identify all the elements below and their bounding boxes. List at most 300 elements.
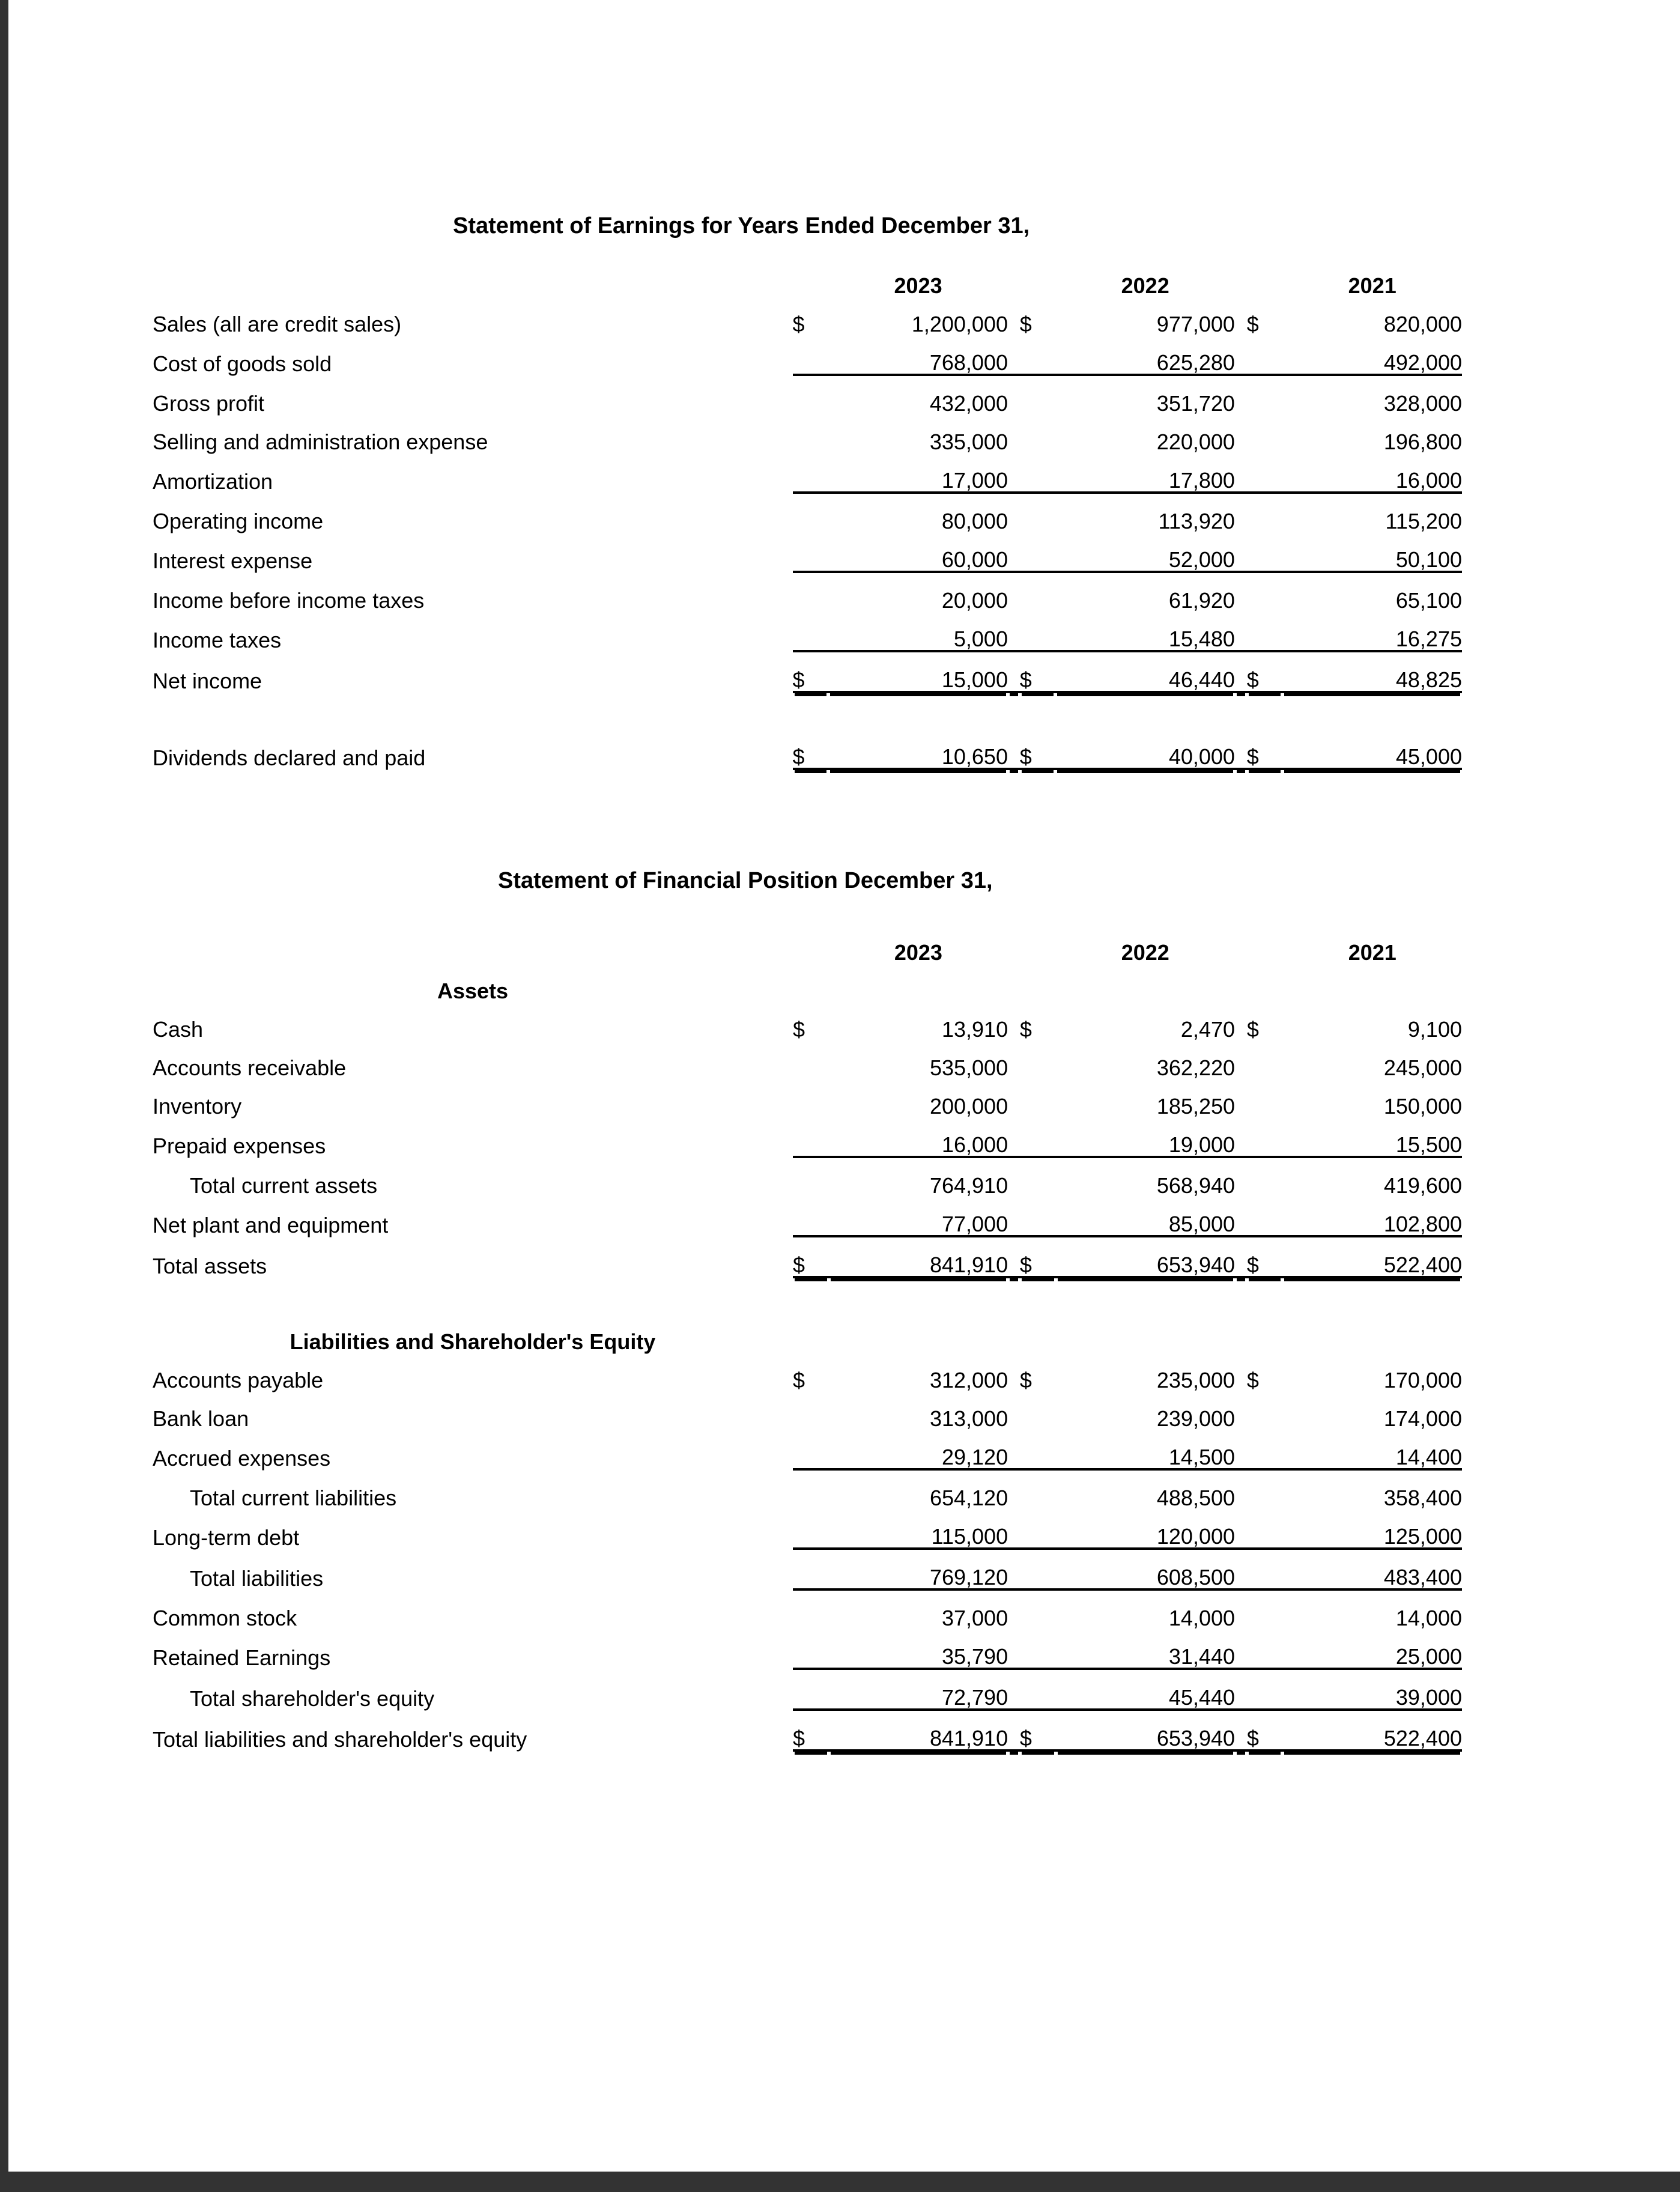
amount-cell: 60,000 [828, 532, 1008, 572]
column-gap [1235, 729, 1247, 769]
currency-symbol-cell [1247, 335, 1283, 375]
currency-symbol-cell: $ [1019, 1368, 1032, 1392]
table-row [153, 1509, 1462, 1549]
amount-cell: 20,000 [941, 588, 1008, 613]
header-currency-spacer [793, 925, 829, 964]
table-row [153, 414, 1462, 453]
currency-symbol-cell [1020, 1589, 1056, 1629]
column-gap [1235, 493, 1247, 532]
amount-cell: 358,400 [1383, 1486, 1462, 1510]
currency-symbol-cell [1020, 1669, 1056, 1710]
amount-cell: 312,000 [929, 1368, 1008, 1392]
column-gap [1008, 1197, 1020, 1236]
table-row [153, 1236, 1462, 1277]
amount-cell: 14,500 [1056, 1430, 1235, 1469]
table-row [153, 1197, 1462, 1236]
section-heading-spacer [1235, 1314, 1247, 1353]
currency-symbol-cell [1247, 612, 1283, 651]
table-row [153, 1549, 1462, 1589]
document-page [8, 0, 1680, 2172]
column-gap [1008, 729, 1020, 769]
amount-cell: 15,480 [1055, 612, 1235, 651]
amount-cell: 16,000 [1282, 453, 1462, 493]
table-row [153, 1469, 1462, 1509]
spacer-row [153, 692, 1462, 729]
section-heading-spacer [1247, 1314, 1283, 1353]
currency-symbol-cell [793, 375, 829, 414]
column-gap [1235, 1469, 1247, 1509]
amount-cell: 328,000 [1383, 391, 1462, 416]
table-row [153, 1002, 1462, 1040]
amount-cell: 10,650 [828, 729, 1008, 769]
amount-cell: 977,000 [1156, 312, 1235, 336]
amount-cell: 15,000 [828, 651, 1008, 692]
column-header-year-2023: 2023 [894, 273, 942, 298]
column-gap [1235, 1669, 1247, 1710]
amount-cell: 115,200 [1385, 509, 1462, 533]
amount-cell: 14,400 [1282, 1430, 1462, 1469]
column-gap [1008, 1117, 1020, 1157]
column-gap [1008, 1629, 1020, 1669]
currency-symbol-cell [1020, 1509, 1056, 1549]
column-gap [1008, 1079, 1020, 1117]
table-row [153, 1669, 1462, 1710]
column-gap [1235, 414, 1247, 453]
currency-symbol-cell [1247, 493, 1283, 532]
currency-symbol-cell [1247, 375, 1283, 414]
amount-cell: 764,910 [929, 1173, 1008, 1198]
currency-symbol-cell: $ [1247, 1710, 1283, 1750]
amount-cell: 39,000 [1282, 1669, 1462, 1710]
currency-symbol-cell [1247, 1469, 1283, 1509]
table-row [153, 1589, 1462, 1629]
amount-cell: 608,500 [1056, 1549, 1235, 1589]
row-label: Prepaid expenses [153, 1134, 326, 1158]
column-gap [1008, 335, 1020, 375]
amount-cell: 120,000 [1056, 1509, 1235, 1549]
amount-cell: 235,000 [1156, 1368, 1236, 1392]
amount-cell: 170,000 [1383, 1368, 1462, 1392]
currency-symbol-cell: $ [1246, 312, 1259, 336]
amount-cell: 335,000 [929, 430, 1008, 454]
column-header-year-2021: 2021 [1348, 940, 1396, 965]
amount-cell: 48,825 [1282, 651, 1462, 692]
amount-cell: 841,910 [829, 1236, 1008, 1277]
section-heading-row [153, 964, 1462, 1002]
amount-cell: 80,000 [941, 509, 1008, 533]
row-label: Retained Earnings [153, 1645, 331, 1670]
header-spacer [153, 925, 793, 964]
amount-cell: 5,000 [828, 612, 1008, 651]
column-gap [1008, 651, 1020, 692]
table-row [153, 375, 1462, 414]
currency-symbol-cell: $ [793, 651, 829, 692]
amount-cell: 52,000 [1055, 532, 1235, 572]
row-label: Dividends declared and paid [153, 745, 426, 770]
earnings-statement-title: Statement of Earnings for Years Ended December 31, [453, 213, 1030, 238]
column-gap [1008, 1549, 1020, 1589]
column-gap [1235, 1002, 1247, 1040]
column-gap [1008, 1353, 1020, 1391]
column-gap [1235, 1079, 1247, 1117]
table-row [153, 1117, 1462, 1157]
currency-symbol-cell [1247, 1157, 1283, 1197]
currency-symbol-cell [1020, 1629, 1056, 1669]
currency-symbol-cell: $ [793, 729, 829, 769]
currency-symbol-cell: $ [1020, 729, 1056, 769]
row-label: Sales (all are credit sales) [153, 312, 402, 336]
amount-cell: 25,000 [1282, 1629, 1462, 1669]
amount-cell: 820,000 [1383, 312, 1462, 336]
row-label: Income taxes [153, 628, 282, 652]
currency-symbol-cell [1020, 1469, 1056, 1509]
section-heading: Assets [437, 979, 509, 1003]
table-row [153, 532, 1462, 572]
currency-symbol-cell [1247, 1549, 1283, 1589]
amount-cell: 77,000 [829, 1197, 1008, 1236]
column-gap [1235, 1549, 1247, 1589]
column-gap [1235, 651, 1247, 692]
table-row [153, 335, 1462, 375]
amount-cell: 37,000 [941, 1606, 1008, 1630]
column-gap [1008, 493, 1020, 532]
column-gap [1235, 1117, 1247, 1157]
amount-cell: 40,000 [1055, 729, 1235, 769]
row-label: Amortization [153, 469, 273, 494]
currency-symbol-cell [1247, 1509, 1283, 1549]
row-label: Net income [153, 669, 262, 693]
amount-cell: 654,120 [929, 1486, 1008, 1510]
amount-cell: 568,940 [1156, 1173, 1236, 1198]
column-header-year-2021: 2021 [1348, 273, 1396, 298]
column-gap [1235, 1430, 1247, 1469]
earnings-statement-table [153, 258, 1462, 770]
section-heading-spacer [1056, 1314, 1235, 1353]
column-gap [1235, 297, 1247, 335]
currency-symbol-cell [1020, 532, 1056, 572]
column-header-year-2023: 2023 [894, 940, 942, 965]
table-row [153, 612, 1462, 651]
table-row [153, 1079, 1462, 1117]
section-heading-spacer [1056, 964, 1235, 1002]
section-heading-spacer [1008, 964, 1020, 1002]
column-gap [1008, 1589, 1020, 1629]
section-heading-spacer [1008, 1314, 1020, 1353]
year-header-row [153, 925, 1462, 964]
currency-symbol-cell [1020, 375, 1056, 414]
header-currency-spacer [793, 258, 829, 297]
currency-symbol-cell: $ [1020, 1710, 1056, 1750]
amount-cell: 14,000 [1168, 1606, 1236, 1630]
row-label: Cost of goods sold [153, 351, 332, 376]
currency-symbol-cell [793, 1391, 829, 1430]
currency-symbol-cell [793, 572, 829, 612]
currency-symbol-cell [1247, 1629, 1283, 1669]
currency-symbol-cell [1020, 1197, 1056, 1236]
currency-symbol-cell [1247, 414, 1283, 453]
amount-cell: 102,800 [1282, 1197, 1462, 1236]
amount-cell: 768,000 [828, 335, 1008, 375]
column-gap [1008, 1710, 1020, 1750]
row-label: Total assets [153, 1254, 267, 1278]
column-gap [1008, 1157, 1020, 1197]
amount-cell: 220,000 [1156, 430, 1235, 454]
currency-symbol-cell: $ [792, 1017, 805, 1042]
currency-symbol-cell [793, 1157, 829, 1197]
currency-symbol-cell [1020, 1430, 1056, 1469]
table-row [153, 572, 1462, 612]
amount-cell: 72,790 [829, 1669, 1008, 1710]
currency-symbol-cell [1020, 1549, 1056, 1589]
currency-symbol-cell [1020, 572, 1056, 612]
amount-cell: 16,000 [829, 1117, 1008, 1157]
column-gap [1008, 1469, 1020, 1509]
table-row [153, 1040, 1462, 1079]
section-heading-spacer [829, 1314, 1008, 1353]
section-heading: Liabilities and Shareholder's Equity [290, 1329, 656, 1354]
column-gap [1008, 572, 1020, 612]
currency-symbol-cell [793, 1589, 829, 1629]
currency-symbol-cell [793, 1629, 829, 1669]
currency-symbol-cell [1020, 1391, 1056, 1430]
amount-cell: 483,400 [1282, 1549, 1462, 1589]
amount-cell: 653,940 [1056, 1710, 1235, 1750]
column-gap [1008, 1669, 1020, 1710]
currency-symbol-cell [793, 414, 829, 453]
column-gap [1235, 572, 1247, 612]
currency-symbol-cell: $ [792, 1368, 805, 1392]
amount-cell: 17,000 [828, 453, 1008, 493]
column-gap [1008, 258, 1020, 297]
section-heading-spacer [1247, 964, 1283, 1002]
column-gap [1008, 925, 1020, 964]
column-gap [1008, 1430, 1020, 1469]
dividends-row [153, 729, 1462, 769]
amount-cell: 16,275 [1282, 612, 1462, 651]
currency-symbol-cell: $ [1019, 1017, 1032, 1042]
spacer-row [153, 1277, 1462, 1314]
spacer-cell [153, 692, 1462, 729]
table-row [153, 1391, 1462, 1430]
currency-symbol-cell [1020, 612, 1056, 651]
amount-cell: 185,250 [1156, 1094, 1236, 1119]
currency-symbol-cell [1247, 453, 1283, 493]
table-row [153, 1157, 1462, 1197]
currency-symbol-cell [1247, 1040, 1283, 1079]
currency-symbol-cell [793, 1469, 829, 1509]
amount-cell: 85,000 [1056, 1197, 1235, 1236]
column-gap [1235, 925, 1247, 964]
currency-symbol-cell [793, 1430, 829, 1469]
table-row [153, 493, 1462, 532]
column-header-year-2022: 2022 [1121, 940, 1169, 965]
amount-cell: 2,470 [1180, 1017, 1236, 1042]
amount-cell: 313,000 [929, 1406, 1008, 1431]
amount-cell: 625,280 [1055, 335, 1235, 375]
amount-cell: 174,000 [1383, 1406, 1462, 1431]
table-row [153, 1629, 1462, 1669]
column-gap [1235, 258, 1247, 297]
amount-cell: 239,000 [1156, 1406, 1236, 1431]
amount-cell: 841,910 [829, 1710, 1008, 1750]
column-gap [1235, 335, 1247, 375]
row-label: Long-term debt [153, 1525, 300, 1550]
row-label: Total current liabilities [190, 1486, 397, 1510]
currency-symbol-cell: $ [1247, 651, 1283, 692]
section-heading-spacer [829, 964, 1008, 1002]
amount-cell: 196,800 [1383, 430, 1462, 454]
currency-symbol-cell [793, 1549, 829, 1589]
amount-cell: 113,920 [1158, 509, 1235, 533]
column-gap [1235, 1353, 1247, 1391]
row-label: Operating income [153, 509, 324, 533]
currency-symbol-cell [1020, 414, 1056, 453]
amount-cell: 492,000 [1282, 335, 1462, 375]
currency-symbol-cell [793, 532, 829, 572]
currency-symbol-cell [1020, 493, 1056, 532]
amount-cell: 45,000 [1282, 729, 1462, 769]
amount-cell: 9,100 [1407, 1017, 1462, 1042]
row-label: Common stock [153, 1606, 297, 1630]
amount-cell: 245,000 [1383, 1055, 1462, 1080]
amount-cell: 35,790 [829, 1629, 1008, 1669]
currency-symbol-cell [793, 335, 829, 375]
currency-symbol-cell [1247, 1669, 1283, 1710]
table-row [153, 453, 1462, 493]
currency-symbol-cell: $ [793, 1710, 829, 1750]
currency-symbol-cell [1247, 572, 1283, 612]
row-label: Total liabilities and shareholder's equity [153, 1727, 527, 1752]
column-gap [1008, 297, 1020, 335]
section-heading-spacer [1235, 964, 1247, 1002]
amount-cell: 522,400 [1282, 1236, 1462, 1277]
column-header-year-2022: 2022 [1121, 273, 1169, 298]
column-gap [1008, 612, 1020, 651]
column-gap [1235, 612, 1247, 651]
column-gap [1235, 375, 1247, 414]
currency-symbol-cell [1020, 1079, 1056, 1117]
row-label: Accounts payable [153, 1368, 324, 1392]
amount-cell: 362,220 [1156, 1055, 1236, 1080]
table-row [153, 651, 1462, 692]
amount-cell: 432,000 [929, 391, 1008, 416]
row-label: Cash [153, 1017, 204, 1042]
column-gap [1235, 1197, 1247, 1236]
amount-cell: 45,440 [1056, 1669, 1235, 1710]
table-row [153, 297, 1462, 335]
currency-symbol-cell [793, 1079, 829, 1117]
column-gap [1008, 1040, 1020, 1079]
column-gap [1008, 1236, 1020, 1277]
amount-cell: 13,910 [941, 1017, 1008, 1042]
header-currency-spacer [1247, 925, 1283, 964]
currency-symbol-cell: $ [1020, 651, 1056, 692]
amount-cell: 351,720 [1156, 391, 1235, 416]
currency-symbol-cell [1247, 1197, 1283, 1236]
currency-symbol-cell [1020, 335, 1056, 375]
year-header-row [153, 258, 1462, 297]
section-heading-spacer [1020, 1314, 1056, 1353]
row-label: Total liabilities [190, 1566, 324, 1591]
amount-cell: 17,800 [1055, 453, 1235, 493]
currency-symbol-cell [793, 1197, 829, 1236]
currency-symbol-cell: $ [793, 1236, 829, 1277]
currency-symbol-cell: $ [1019, 312, 1032, 336]
column-gap [1008, 532, 1020, 572]
section-heading-spacer [1282, 964, 1462, 1002]
currency-symbol-cell [1247, 1117, 1283, 1157]
header-currency-spacer [1020, 925, 1056, 964]
header-spacer [153, 258, 793, 297]
amount-cell: 125,000 [1282, 1509, 1462, 1549]
row-label: Bank loan [153, 1406, 249, 1431]
column-gap [1008, 1002, 1020, 1040]
currency-symbol-cell [1247, 1079, 1283, 1117]
amount-cell: 65,100 [1395, 588, 1462, 613]
amount-cell: 46,440 [1055, 651, 1235, 692]
column-gap [1008, 414, 1020, 453]
row-label: Income before income taxes [153, 588, 425, 613]
position-statement-title: Statement of Financial Position December 31, [498, 868, 993, 893]
amount-cell: 1,200,000 [911, 312, 1008, 336]
column-gap [1008, 1509, 1020, 1549]
header-currency-spacer [1020, 258, 1056, 297]
currency-symbol-cell [793, 453, 829, 493]
column-gap [1235, 1040, 1247, 1079]
currency-symbol-cell [1020, 453, 1056, 493]
column-gap [1235, 1710, 1247, 1750]
amount-cell: 15,500 [1282, 1117, 1462, 1157]
amount-cell: 61,920 [1168, 588, 1235, 613]
spacer-cell [153, 1277, 1462, 1314]
section-heading-row [153, 1314, 1462, 1353]
position-statement-table [153, 925, 1462, 1752]
amount-cell: 653,940 [1056, 1236, 1235, 1277]
currency-symbol-cell: $ [1246, 1368, 1259, 1392]
amount-cell: 535,000 [929, 1055, 1008, 1080]
column-gap [1008, 1391, 1020, 1430]
amount-cell: 769,120 [829, 1549, 1008, 1589]
section-heading-spacer [1020, 964, 1056, 1002]
currency-symbol-cell [1020, 1040, 1056, 1079]
amount-cell: 31,440 [1056, 1629, 1235, 1669]
currency-symbol-cell [793, 612, 829, 651]
amount-cell: 19,000 [1056, 1117, 1235, 1157]
row-label: Total current assets [190, 1173, 378, 1198]
currency-symbol-cell [793, 1509, 829, 1549]
amount-cell: 200,000 [929, 1094, 1008, 1119]
currency-symbol-cell [1020, 1157, 1056, 1197]
column-gap [1008, 453, 1020, 493]
table-row [153, 1710, 1462, 1750]
row-label: Accrued expenses [153, 1446, 331, 1471]
currency-symbol-cell [1247, 1589, 1283, 1629]
amount-cell: 115,000 [829, 1509, 1008, 1549]
header-currency-spacer [1247, 258, 1283, 297]
column-gap [1235, 1509, 1247, 1549]
section-heading-spacer [1282, 1314, 1462, 1353]
currency-symbol-cell [793, 1117, 829, 1157]
amount-cell: 150,000 [1383, 1094, 1462, 1119]
currency-symbol-cell: $ [1247, 729, 1283, 769]
currency-symbol-cell [793, 1669, 829, 1710]
column-gap [1008, 375, 1020, 414]
currency-symbol-cell: $ [1246, 1017, 1259, 1042]
column-gap [1235, 1629, 1247, 1669]
row-label: Gross profit [153, 391, 265, 416]
currency-symbol-cell [1020, 1117, 1056, 1157]
table-row [153, 1430, 1462, 1469]
